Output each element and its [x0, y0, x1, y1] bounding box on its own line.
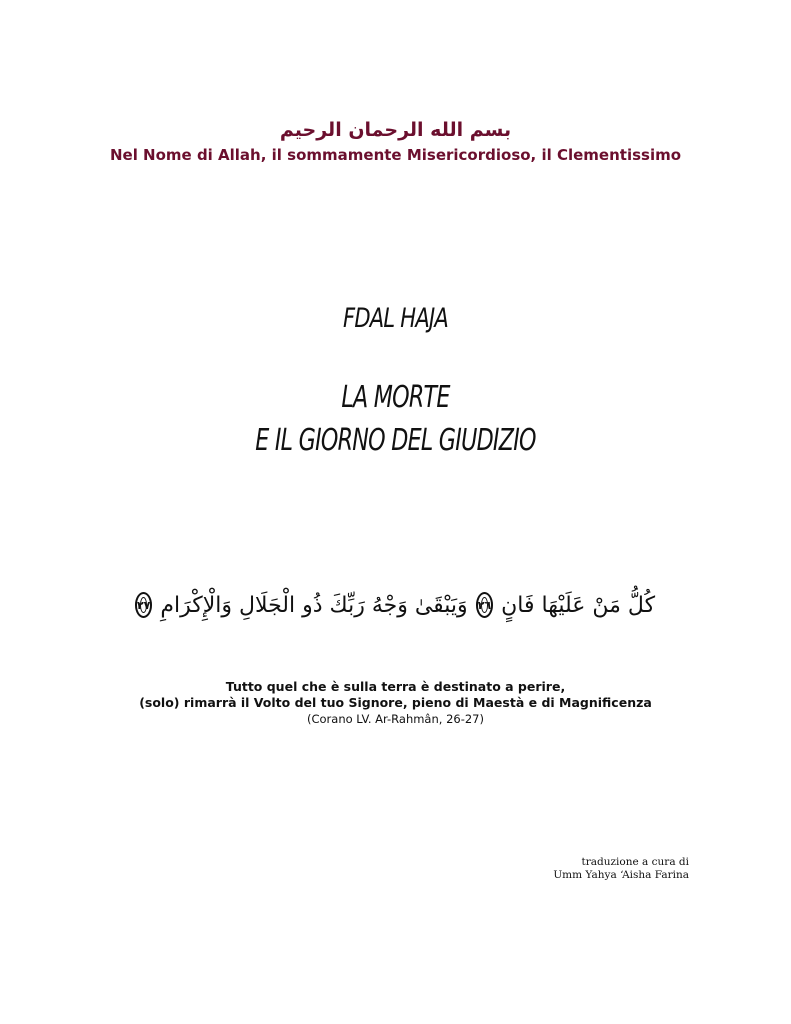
author-name: FDAL HAJA — [342, 303, 449, 334]
verse-part-2: وَيَبْقَىٰ وَجْهُ رَبِّكَ ذُو الْجَلَالِ وَالْإِكْرَامِ — [160, 592, 468, 618]
translation-line-2: (solo) rimarrà il Volto del tuo Signore, pieno di Maestà e di Magnificenza — [139, 695, 652, 710]
book-title-line-2: E IL GIORNO DEL GIUDIZIO — [255, 423, 536, 458]
ayah-number-marker-1: ٢٦ — [476, 592, 493, 618]
translator-credit-label: traduzione a cura di — [581, 856, 689, 868]
translation-line-1: Tutto quel che è sulla terra è destinato a perire, — [225, 679, 566, 694]
basmala-arabic: بسم الله الرحمان الرحيم — [279, 119, 512, 141]
translator-name: Umm Yahya ‘Aisha Farina — [553, 869, 689, 881]
verse-part-1: كُلُّ مَنْ عَلَيْهَا فَانٍ — [501, 592, 656, 618]
basmala-italian: Nel Nome di Allah, il sommamente Misericordioso, il Clementissimo — [109, 146, 682, 164]
ayah-number-marker-2: ٢٧ — [135, 592, 152, 618]
book-title-line-1: LA MORTE — [341, 380, 450, 415]
verse-citation: (Corano LV. Ar-Rahmân, 26-27) — [307, 712, 484, 726]
quran-verse — [136, 580, 656, 630]
